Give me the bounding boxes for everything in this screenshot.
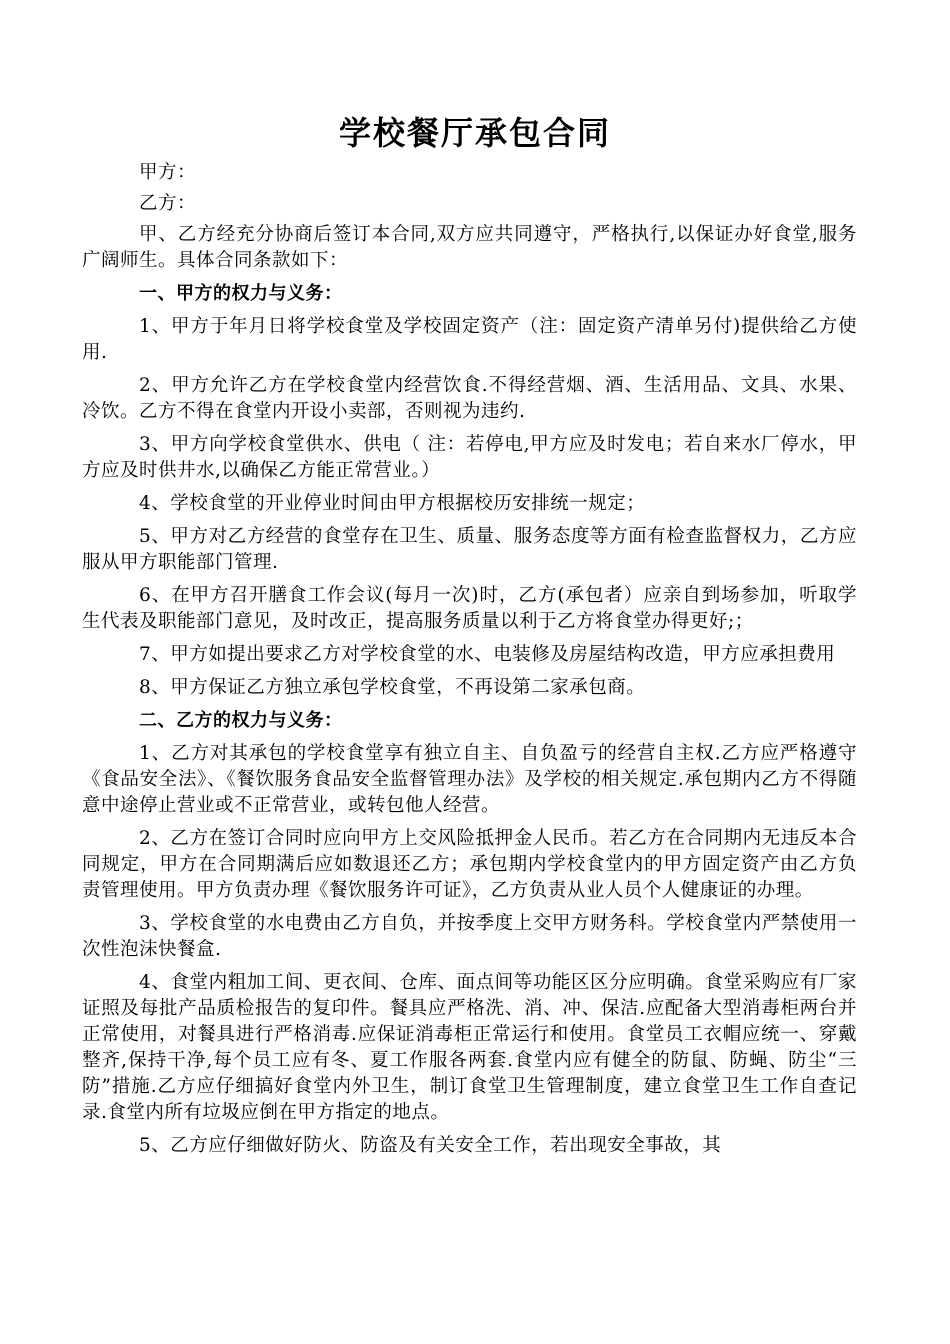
section1-heading: 一、甲方的权力与义务：: [139, 283, 343, 304]
section1-item-2: 2、甲方允许乙方在学校食堂内经营饮食.不得经营烟、酒、生活用品、文具、水果、冷饮。乙方不得在食堂内开设小卖部，否则视为违约.: [82, 375, 857, 422]
section2-heading: 二、乙方的权力与义务：: [139, 710, 343, 731]
section1-item-8: 8、甲方保证乙方独立承包学校食堂，不再设第二家承包商。: [139, 677, 646, 698]
section2-item-1: 1、乙方对其承包的学校食堂享有独立自主、自负盈亏的经营自主权.乙方应严格遵守《食品安全法》、《餐饮服务食品安全监督管理办法》及学校的相关规定.承包期内乙方不得随意中途停止营业或不正常营业，或转包他人经营。: [82, 743, 857, 816]
document-body: [82, 160, 857, 1166]
section2-item-3: 3、学校食堂的水电费由乙方自负，并按季度上交甲方财务科。学校食堂内严禁使用一次性泡沫快餐盒.: [82, 913, 857, 960]
section1-item-4: 4、学校食堂的开业停业时间由甲方根据校历安排统一规定；: [139, 493, 646, 514]
section2-item-5: 5、乙方应仔细做好防火、防盗及有关安全工作，若出现安全事故，其: [139, 1135, 722, 1156]
document-title: 学校餐厅承包合同: [338, 114, 611, 152]
section2-item-4: 4、食堂内粗加工间、更衣间、仓库、面点间等功能区区分应明确。食堂采购应有厂家证照及每批产品质检报告的复印件。餐具应严格洗、消、冲、保洁.应配备大型消毒柜两台并正常使用，对餐具进行严格消毒.应保证消毒柜正常运行和使用。食堂员工衣帽应统一、穿戴整齐,保持干净,每个员工应有冬、夏工作服各两套.食堂内应有健全的防鼠、防蝇、防尘“三防”措施.乙方应仔细搞好食堂内外卫生，制订食堂卫生管理制度，建立食堂卫生工作自查记录.食堂内所有垃圾应倒在甲方指定的地点。: [82, 972, 857, 1123]
party-a-line: 甲方：: [139, 162, 197, 183]
party-b-line: 乙方：: [139, 193, 197, 214]
section1-item-7: 7、甲方如提出要求乙方对学校食堂的水、电装修及房屋结构改造，甲方应承担费用: [139, 644, 836, 665]
section1-item-3: 3、甲方向学校食堂供水、供电（ 注：若停电,甲方应及时发电；若自来水厂停水，甲方应及时供井水,以确保乙方能正常营业。）: [82, 434, 857, 481]
section1-item-1: 1、甲方于年月日将学校食堂及学校固定资产（注：固定资产清单另付)提供给乙方使用.: [82, 316, 857, 363]
intro-paragraph: 甲、乙方经充分协商后签订本合同,双方应共同遵守，严格执行,以保证办好食堂,服务广阔师生。具体合同条款如下：: [82, 224, 857, 271]
section1-item-5: 5、甲方对乙方经营的食堂存在卫生、质量、服务态度等方面有检查监督权力，乙方应服从甲方职能部门管理.: [82, 526, 857, 573]
section2-item-2: 2、乙方在签订合同时应向甲方上交风险抵押金人民币。若乙方在合同期内无违反本合同规定，甲方在合同期满后应如数退还乙方；承包期内学校食堂内的甲方固定资产由乙方负责管理使用。甲方负责办理《餐饮服务许可证》，乙方负责从业人员个人健康证的办理。: [82, 828, 857, 901]
section1-item-6: 6、在甲方召开膳食工作会议(每月一次)时，乙方(承包者）应亲自到场参加，听取学生代表及职能部门意见，及时改正，提高服务质量以利于乙方将食堂办得更好;；: [82, 585, 857, 632]
